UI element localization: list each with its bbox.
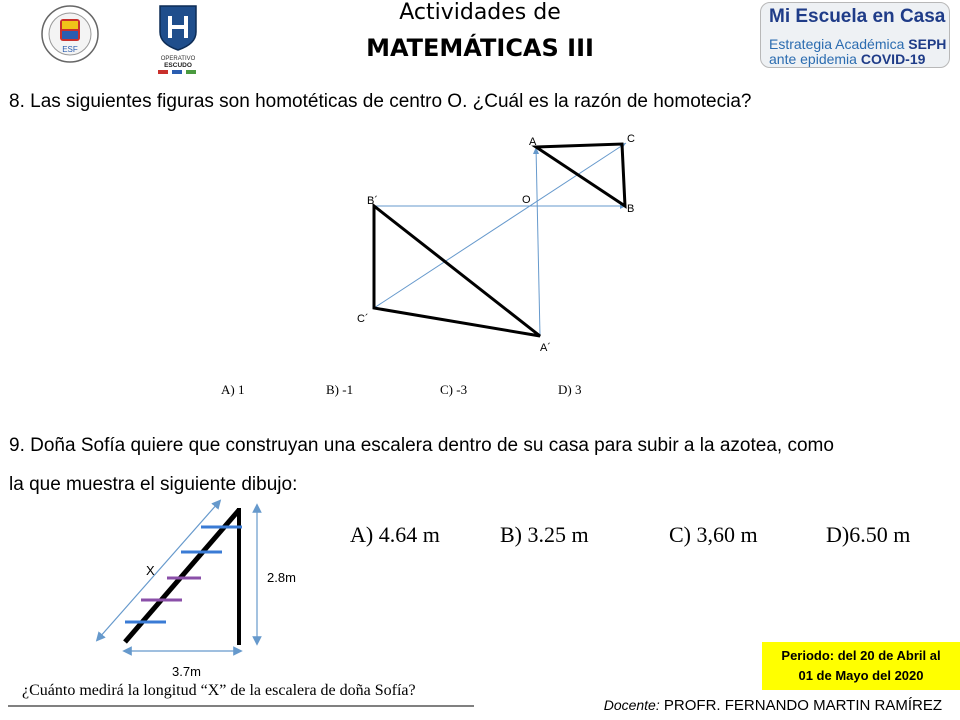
period-line2: 01 de Mayo del 2020 — [798, 668, 924, 683]
period-box — [762, 642, 960, 690]
homothety-diagram — [0, 120, 960, 360]
label-a: A — [529, 136, 537, 148]
period-line1: Periodo: del 20 de Abril al — [781, 648, 941, 663]
triangle-abc — [536, 144, 625, 206]
teacher-name: PROFR. FERNANDO MARTIN RAMÍREZ — [663, 697, 942, 714]
svg-text:ESF: ESF — [62, 45, 78, 54]
svg-text:ESCUDO: ESCUDO — [164, 62, 192, 69]
teacher-signature — [604, 697, 942, 714]
teacher-label: Docente: — [603, 697, 660, 713]
q9-option-a[interactable]: A) 4.64 m — [350, 522, 440, 547]
label-base: 3.7m — [172, 664, 201, 679]
triangle-a-prime-b-prime-c-prime — [374, 206, 540, 336]
label-a-prime: A´ — [540, 342, 551, 354]
mi-escuela-en-casa-badge — [760, 2, 950, 68]
x-dimension-arrow — [99, 503, 218, 638]
q8-option-d[interactable]: D) 3 — [558, 382, 582, 397]
page-title-line1: Actividades de — [399, 0, 561, 25]
label-b-prime: B´ — [367, 195, 378, 207]
label-o: O — [522, 194, 531, 206]
question-9-text-line2: la que muestra el siguiente dibujo: — [9, 474, 298, 495]
label-b: B — [627, 203, 635, 215]
label-c-prime: C´ — [357, 313, 369, 325]
badge-title: Mi Escuela en Casa — [769, 6, 946, 27]
q9-caption: ¿Cuánto medirá la longitud “X” de la escalera de doña Sofía? — [22, 682, 416, 699]
label-x: X — [146, 563, 155, 578]
svg-text:OPERATIVO: OPERATIVO — [160, 56, 196, 62]
q9-option-c[interactable]: C) 3,60 m — [669, 522, 758, 547]
badge-line2: Estrategia Académica SEPH — [769, 36, 947, 52]
label-height: 2.8m — [267, 570, 296, 585]
q8-option-b[interactable]: B) -1 — [326, 382, 354, 397]
construction-lines — [374, 143, 626, 336]
question-8-text: 8. Las siguientes figuras son homotéticas de centro O. ¿Cuál es la razón de homotecia? — [9, 91, 752, 112]
badge-line3: ante epidemia COVID-19 — [769, 51, 926, 67]
question-9-text-line1: 9. Doña Sofía quiere que construyan una escalera dentro de su casa para subir a la azotea, como — [9, 435, 834, 456]
q8-option-c[interactable]: C) -3 — [440, 382, 468, 397]
q8-option-a[interactable]: A) 1 — [221, 382, 245, 397]
q9-option-b[interactable]: B) 3.25 m — [500, 522, 589, 547]
page-title-line2: MATEMÁTICAS III — [366, 34, 594, 62]
q9-option-d[interactable]: D)6.50 m — [826, 522, 911, 547]
label-c: C — [627, 133, 635, 145]
